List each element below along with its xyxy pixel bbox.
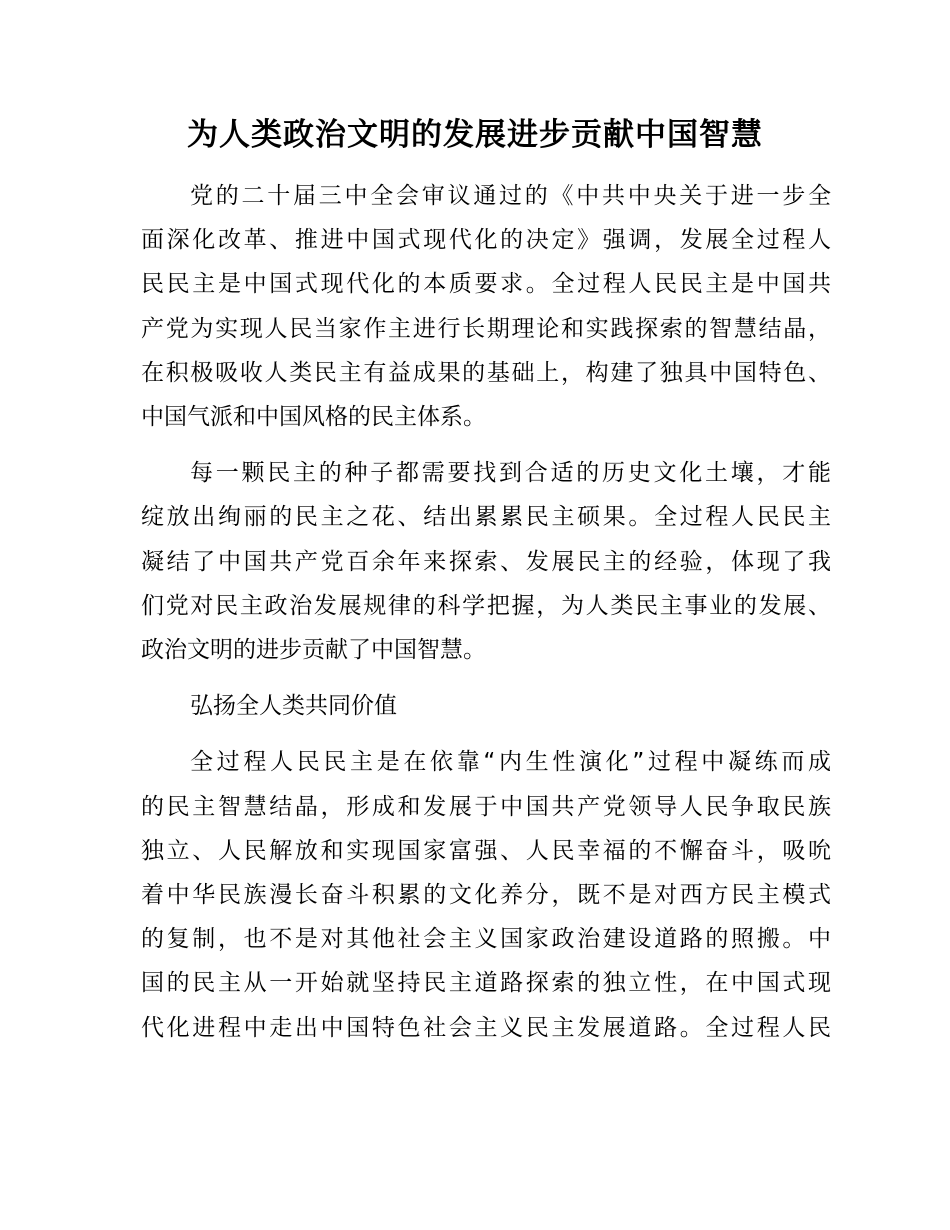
text-line: 国的民主从一开始就坚持民主道路探索的独立性，在中国式现 [141, 970, 831, 997]
text-line: 每一颗民主的种子都需要找到合适的历史文化土壤，才能 [190, 460, 831, 487]
text-line: 全过程人民民主是在依靠“内生性演化”过程中凝练而成 [190, 749, 831, 776]
text-line: 着中华民族漫长奋斗积累的文化养分，既不是对西方民主模式 [141, 882, 831, 909]
text-line: 凝结了中国共产党百余年来探索、发展民主的经验，体现了我 [141, 548, 831, 575]
paragraph-3 [141, 740, 831, 1049]
text-line: 独立、人民解放和实现国家富强、人民幸福的不懈奋斗，吸吮 [141, 837, 831, 864]
text-line: 面深化改革、推进中国式现代化的决定》强调，发展全过程人 [141, 227, 831, 254]
text-line: 政治文明的进步贡献了中国智慧。 [141, 637, 486, 664]
text-line: 中国气派和中国风格的民主体系。 [141, 404, 486, 431]
section-heading-text: 弘扬全人类共同价值 [190, 693, 397, 720]
text-line: 民民主是中国式现代化的本质要求。全过程人民民主是中国共 [141, 271, 831, 298]
text-line: 们党对民主政治发展规律的科学把握，为人类民主事业的发展、 [141, 592, 831, 619]
text-line: 的复制，也不是对其他社会主义国家政治建设道路的照搬。中 [141, 926, 831, 953]
text-line: 产党为实现人民当家作主进行长期理论和实践探索的智慧结晶， [141, 315, 831, 342]
paragraph-2 [141, 451, 831, 672]
document-body [141, 174, 831, 1062]
text-line: 绽放出绚丽的民主之花、结出累累民主硕果。全过程人民民主 [141, 504, 831, 531]
section-heading [141, 684, 831, 728]
text-line: 代化进程中走出中国特色社会主义民主发展道路。全过程人民 [141, 1014, 831, 1041]
document-title: 为人类政治文明的发展进步贡献中国智慧 [187, 117, 763, 153]
paragraph-1 [141, 174, 831, 439]
text-line: 在积极吸收人类民主有益成果的基础上，构建了独具中国特色、 [141, 359, 831, 386]
text-line: 的民主智慧结晶，形成和发展于中国共产党领导人民争取民族 [141, 793, 831, 820]
text-line: 党的二十届三中全会审议通过的《中共中央关于进一步全 [190, 183, 831, 209]
